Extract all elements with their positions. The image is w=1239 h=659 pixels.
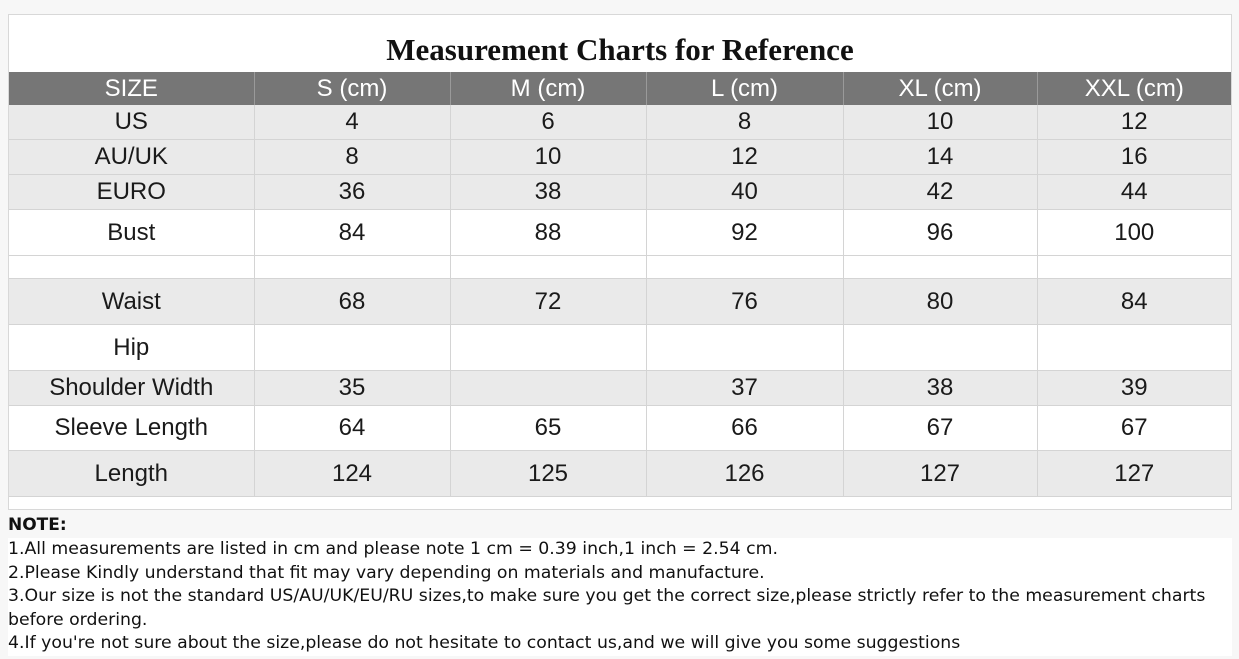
table-row-hip: [9, 325, 1231, 371]
table-cell: 39: [1037, 371, 1231, 406]
row-label: Hip: [9, 325, 254, 371]
table-header-row: [9, 72, 1231, 105]
table-cell: 8: [254, 140, 450, 175]
table-cell: 68: [254, 279, 450, 325]
chart-title: Measurement Charts for Reference: [386, 32, 854, 67]
column-header-l: L (cm): [646, 72, 843, 105]
table-row-shoulder-width: [9, 371, 1231, 406]
table-cell: 92: [646, 210, 843, 256]
table-cell: 67: [1037, 406, 1231, 451]
table-cell: 10: [450, 140, 646, 175]
table-cell: 125: [450, 451, 646, 497]
table-row-au-uk: [9, 140, 1231, 175]
table-cell: 88: [450, 210, 646, 256]
table-cell: [843, 256, 1037, 279]
column-header-size: SIZE: [9, 72, 254, 105]
column-header-m: M (cm): [450, 72, 646, 105]
row-label: Waist: [9, 279, 254, 325]
row-label: US: [9, 105, 254, 140]
note-item: 2.Please Kindly understand that fit may vary depending on materials and manufacture.: [8, 562, 1232, 586]
table-cell: 72: [450, 279, 646, 325]
row-label: AU/UK: [9, 140, 254, 175]
table-cell: 66: [646, 406, 843, 451]
table-cell: 37: [646, 371, 843, 406]
column-header-xl: XL (cm): [843, 72, 1037, 105]
table-row-bust: [9, 210, 1231, 256]
note-item: 3.Our size is not the standard US/AU/UK/EU/RU sizes,to make sure you get the correct size,please strictly refer to the measurement charts before ordering.: [8, 585, 1232, 632]
table-cell: 127: [843, 451, 1037, 497]
table-cell: 124: [254, 451, 450, 497]
table-cell: 76: [646, 279, 843, 325]
table-row-sleeve-length: [9, 406, 1231, 451]
table-cell: 36: [254, 175, 450, 210]
row-label: Bust: [9, 210, 254, 256]
row-label: Length: [9, 451, 254, 497]
table-cell: 8: [646, 105, 843, 140]
table-row-length: [9, 451, 1231, 497]
note-item: 1.All measurements are listed in cm and please note 1 cm = 0.39 inch,1 inch = 2.54 cm.: [8, 538, 1232, 562]
table-cell: [450, 371, 646, 406]
table-cell: 14: [843, 140, 1037, 175]
table-cell: 44: [1037, 175, 1231, 210]
table-cell: 6: [450, 105, 646, 140]
column-header-xxl: XXL (cm): [1037, 72, 1231, 105]
table-cell: 16: [1037, 140, 1231, 175]
table-cell: 42: [843, 175, 1037, 210]
table-cell: [254, 325, 450, 371]
table-cell: 80: [843, 279, 1037, 325]
table-cell: 40: [646, 175, 843, 210]
table-cell: 65: [450, 406, 646, 451]
table-cell: [646, 256, 843, 279]
column-header-s: S (cm): [254, 72, 450, 105]
table-cell: 4: [254, 105, 450, 140]
table-row-waist: [9, 279, 1231, 325]
notes-heading: NOTE:: [8, 515, 67, 535]
table-cell: 38: [843, 371, 1037, 406]
table-cell: 12: [1037, 105, 1231, 140]
table-cell: [843, 325, 1037, 371]
notes-section: [8, 514, 1232, 656]
table-row-us: [9, 105, 1231, 140]
table-cell: 35: [254, 371, 450, 406]
table-cell: 84: [1037, 279, 1231, 325]
table-cell: 64: [254, 406, 450, 451]
table-cell: 67: [843, 406, 1037, 451]
row-label: Shoulder Width: [9, 371, 254, 406]
note-item: 4.If you're not sure about the size,please do not hesitate to contact us,and we will give you some suggestions: [8, 632, 1232, 656]
table-cell: 84: [254, 210, 450, 256]
table-cell: 127: [1037, 451, 1231, 497]
table-cell: 12: [646, 140, 843, 175]
row-label: [9, 256, 254, 279]
table-cell: 38: [450, 175, 646, 210]
table-row-euro: [9, 175, 1231, 210]
table-cell: [1037, 325, 1231, 371]
table-cell: [1037, 256, 1231, 279]
table-row-blank: [9, 256, 1231, 279]
table-cell: 10: [843, 105, 1037, 140]
table-cell: [450, 325, 646, 371]
size-chart-table: [9, 72, 1231, 497]
table-cell: 100: [1037, 210, 1231, 256]
row-label: EURO: [9, 175, 254, 210]
table-cell: [450, 256, 646, 279]
table-cell: 126: [646, 451, 843, 497]
table-cell: [254, 256, 450, 279]
row-label: Sleeve Length: [9, 406, 254, 451]
table-cell: [646, 325, 843, 371]
table-cell: 96: [843, 210, 1037, 256]
